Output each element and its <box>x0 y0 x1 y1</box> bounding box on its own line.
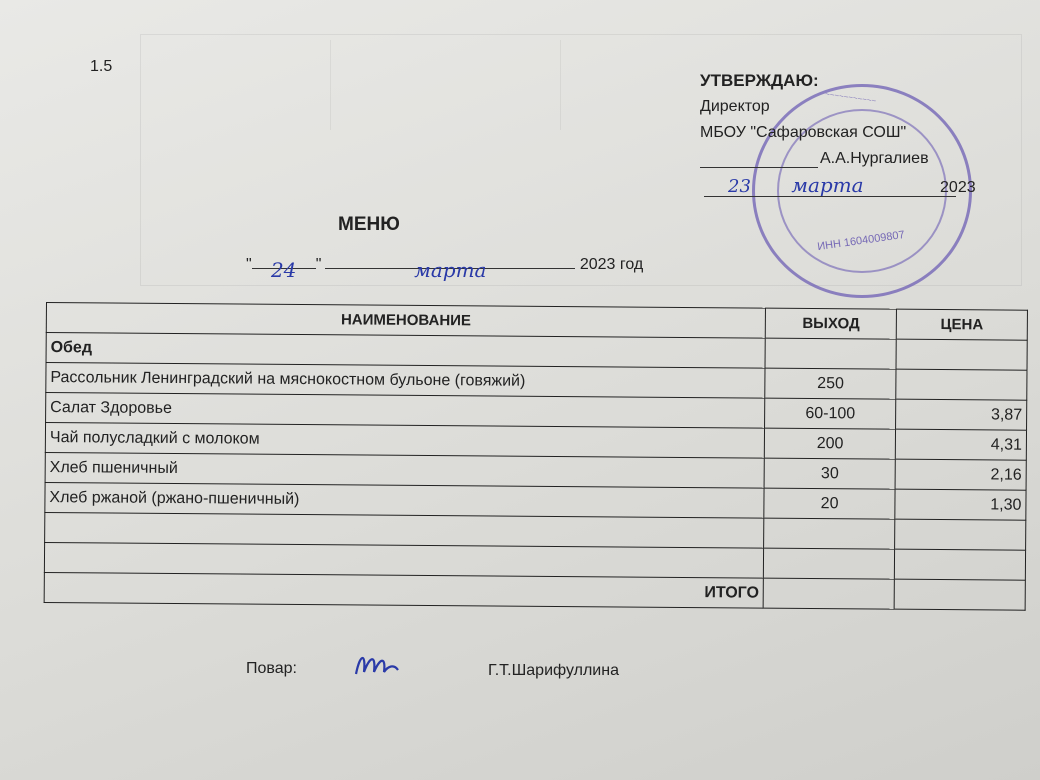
approval-date <box>700 172 976 201</box>
dish-yield: 250 <box>765 368 896 399</box>
dish-price <box>896 369 1027 400</box>
cook-label: Повар: <box>246 660 297 677</box>
menu-table <box>44 302 1028 611</box>
header-yield: ВЫХОД <box>765 308 896 339</box>
cook-name: Г.Т.Шарифуллина <box>488 662 619 679</box>
section-label: Обед <box>46 333 765 369</box>
total-row <box>44 572 1025 610</box>
approval-director-line <box>700 146 976 172</box>
dish-yield: 60-100 <box>765 398 896 429</box>
approval-role: Директор <box>700 98 770 115</box>
dish-price: 4,31 <box>895 429 1026 460</box>
ghost-line <box>330 40 331 130</box>
menu-date: " 24 " марта 2023 год <box>246 256 644 282</box>
menu-month: марта <box>414 258 487 282</box>
cook-signature-line <box>246 660 686 690</box>
dish-yield: 200 <box>765 428 896 459</box>
dish-name: Рассольник Ленинградский на мяснокостном бульоне (говяжий) <box>46 363 765 399</box>
dish-price: 3,87 <box>896 399 1027 430</box>
stamp-ring-text: ~~~~~~~~~~~ <box>824 89 877 106</box>
dish-price: 1,30 <box>895 489 1026 520</box>
signature-line <box>700 167 818 168</box>
menu-day: 24 <box>270 258 297 282</box>
dish-name: Хлеб пшеничный <box>45 452 764 488</box>
header-name: НАИМЕНОВАНИЕ <box>46 303 765 339</box>
menu-year: 2023 год <box>579 256 644 273</box>
approval-org: МБОУ "Сафаровская СОШ" <box>700 124 907 141</box>
dish-yield: 20 <box>764 488 895 519</box>
menu-day-blank <box>252 258 316 282</box>
dish-price: 2,16 <box>895 459 1026 490</box>
menu-title: МЕНЮ <box>338 214 400 235</box>
total-label: ИТОГО <box>44 572 763 608</box>
ghost-line <box>560 40 561 130</box>
dish-name: Хлеб ржаной (ржано-пшеничный) <box>45 482 764 518</box>
doc-number: 1.5 <box>90 58 113 75</box>
approval-date-year: 2023 <box>940 179 976 196</box>
dish-yield: 30 <box>764 458 895 489</box>
approval-block <box>700 68 976 201</box>
approval-title: УТВЕРЖДАЮ: <box>700 71 819 90</box>
dish-name: Чай полусладкий с молоком <box>45 423 764 459</box>
cook-signature <box>352 648 412 689</box>
header-price: ЦЕНА <box>896 309 1027 340</box>
approval-date-day: 23 <box>728 176 751 197</box>
approval-date-month: марта <box>791 173 864 197</box>
date-line <box>704 196 956 197</box>
stamp-inn: ИНН 1604009807 <box>816 228 906 254</box>
dish-name: Салат Здоровье <box>46 393 765 429</box>
approval-director: А.А.Нургалиев <box>820 150 929 167</box>
